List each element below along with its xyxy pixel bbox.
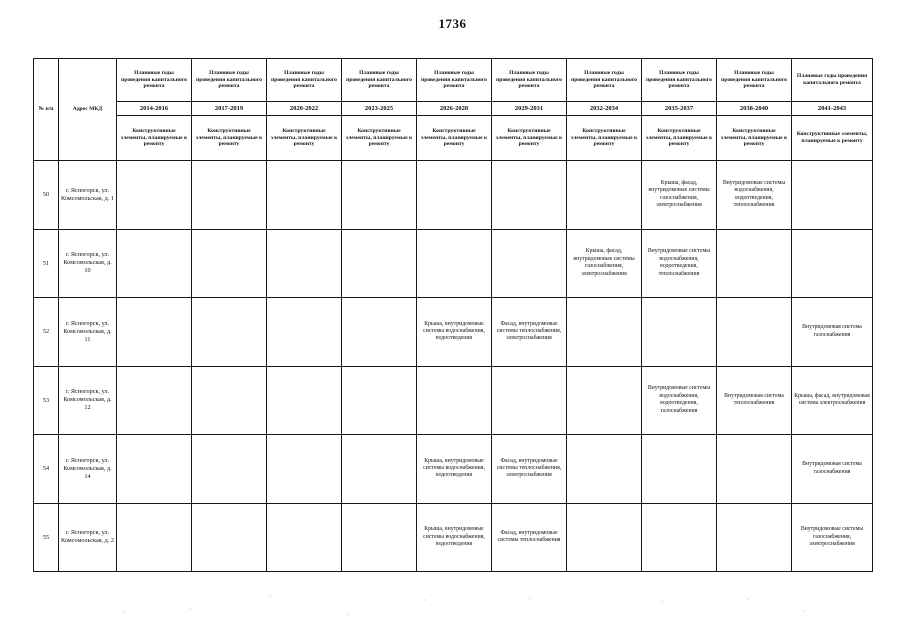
schedule-cell: Внутридомовые системы водоснабжения, водоотведения, газоснабжения bbox=[642, 366, 717, 435]
address-line: Комсомольская, д. 14 bbox=[63, 464, 112, 480]
address-line: г. Ясногорск, ул. bbox=[65, 251, 110, 259]
period-header: 2041-2043 bbox=[792, 102, 873, 116]
header-row-periods bbox=[34, 102, 873, 116]
schedule-cell bbox=[342, 366, 417, 435]
schedule-cell bbox=[567, 366, 642, 435]
schedule-cell bbox=[117, 229, 192, 298]
header-row-elements bbox=[34, 116, 873, 161]
planned-years-header: Плановые годы проведения капитального ремонта bbox=[117, 59, 192, 102]
row-address bbox=[59, 298, 117, 367]
schedule-cell bbox=[117, 435, 192, 504]
schedule-cell bbox=[642, 298, 717, 367]
schedule-cell: Крыша, внутридомовые системы водоснабжения, водоотведения bbox=[417, 435, 492, 504]
schedule-cell bbox=[717, 298, 792, 367]
schedule-cell bbox=[267, 366, 342, 435]
page-number: 1736 bbox=[438, 16, 467, 31]
schedule-cell bbox=[267, 229, 342, 298]
schedule-cell bbox=[192, 161, 267, 230]
planned-years-header: Плановые годы проведения капитального ремонта bbox=[192, 59, 267, 102]
schedule-cell bbox=[417, 229, 492, 298]
schedule-cell: Крыша, внутридомовые системы водоснабжения, водоотведения bbox=[417, 503, 492, 572]
schedule-cell bbox=[267, 435, 342, 504]
schedule-cell: Внутридомовая система газоснабжения bbox=[792, 298, 873, 367]
row-number: 55 bbox=[34, 503, 59, 572]
address-line: Комсомольская, д. 10 bbox=[63, 259, 112, 275]
planned-years-header: Плановые годы проведения капитального ремонта bbox=[567, 59, 642, 102]
schedule-cell bbox=[192, 503, 267, 572]
schedule-cell bbox=[117, 161, 192, 230]
schedule-cell bbox=[492, 229, 567, 298]
schedule-cell bbox=[417, 161, 492, 230]
schedule-cell bbox=[567, 435, 642, 504]
scan-noise bbox=[60, 588, 840, 618]
schedule-cell bbox=[342, 229, 417, 298]
address-line: г. Ясногорск, ул. bbox=[65, 529, 110, 537]
schedule-cell: Крыша, фасад, внутридомовые системы газоснабжения, электроснабжения bbox=[642, 161, 717, 230]
schedule-cell bbox=[342, 435, 417, 504]
planned-years-header: Плановые годы проведения капитального ремонта bbox=[492, 59, 567, 102]
period-header: 2023-2025 bbox=[342, 102, 417, 116]
schedule-cell bbox=[267, 503, 342, 572]
row-address bbox=[59, 229, 117, 298]
period-header: 2026-2028 bbox=[417, 102, 492, 116]
row-address bbox=[59, 503, 117, 572]
planned-years-header: Плановые годы проведения капитального ремонта bbox=[267, 59, 342, 102]
row-address bbox=[59, 366, 117, 435]
schedule-cell bbox=[192, 366, 267, 435]
schedule-cell: Внутридомовые системы водоснабжения, водоотведения, теплоснабжения bbox=[642, 229, 717, 298]
elements-header: Конструктивные элементы, планируемые к ремонту bbox=[117, 116, 192, 161]
row-number: 53 bbox=[34, 366, 59, 435]
schedule-cell bbox=[792, 229, 873, 298]
schedule-cell bbox=[192, 229, 267, 298]
table-row bbox=[34, 366, 873, 435]
planned-years-header: Плановые годы проведения капитального ремонта bbox=[342, 59, 417, 102]
elements-header: Конструктивные элементы, планируемые к ремонту bbox=[792, 116, 873, 161]
schedule-cell: Крыша, внутридомовые системы водоснабжения, водоотведения bbox=[417, 298, 492, 367]
row-number: 52 bbox=[34, 298, 59, 367]
schedule-cell bbox=[267, 298, 342, 367]
schedule-cell bbox=[342, 161, 417, 230]
schedule-cell: Фасад, внутридомовые системы теплоснабжения, электроснабжения bbox=[492, 435, 567, 504]
elements-header: Конструктивные элементы, планируемые к ремонту bbox=[267, 116, 342, 161]
schedule-cell bbox=[192, 298, 267, 367]
period-header: 2032-2034 bbox=[567, 102, 642, 116]
schedule-cell: Внутридомовые системы газоснабжения, электроснабжения bbox=[792, 503, 873, 572]
schedule-cell bbox=[267, 161, 342, 230]
schedule-cell bbox=[642, 503, 717, 572]
schedule-cell bbox=[717, 229, 792, 298]
schedule-cell: Крыша, фасад, внутридомовая система электроснабжения bbox=[792, 366, 873, 435]
planned-years-header: Плановые годы проведения капитального ремонта bbox=[717, 59, 792, 102]
elements-header: Конструктивные элементы, планируемые к ремонту bbox=[642, 116, 717, 161]
address-line: Комсомольская, д. 12 bbox=[63, 396, 112, 412]
elements-header: Конструктивные элементы, планируемые к ремонту bbox=[342, 116, 417, 161]
address-line: г. Ясногорск, ул. bbox=[65, 456, 110, 464]
elements-header: Конструктивные элементы, планируемые к ремонту bbox=[567, 116, 642, 161]
address-line: г. Ясногорск, ул. bbox=[65, 388, 110, 396]
period-header: 2038-2040 bbox=[717, 102, 792, 116]
elements-header: Конструктивные элементы, планируемые к ремонту bbox=[717, 116, 792, 161]
address-line: г. Ясногорск, ул. bbox=[65, 319, 110, 327]
schedule-cell bbox=[717, 435, 792, 504]
column-header-address: Адрес МКД bbox=[59, 59, 117, 161]
elements-header: Конструктивные элементы, планируемые к ремонту bbox=[417, 116, 492, 161]
schedule-cell bbox=[417, 366, 492, 435]
schedule-cell bbox=[492, 161, 567, 230]
table-row bbox=[34, 161, 873, 230]
schedule-cell bbox=[342, 298, 417, 367]
schedule-cell bbox=[567, 161, 642, 230]
repair-schedule-table bbox=[33, 58, 873, 572]
schedule-cell: Внутридомовая система теплоснабжения bbox=[717, 366, 792, 435]
schedule-cell bbox=[117, 298, 192, 367]
address-line: Комсомольская, д. 1 bbox=[61, 194, 114, 202]
table-row bbox=[34, 298, 873, 367]
schedule-cell: Внутридомовые системы водоснабжения, водоотведения, теплоснабжения bbox=[717, 161, 792, 230]
period-header: 2035-2037 bbox=[642, 102, 717, 116]
column-header-number: № п/п bbox=[34, 59, 59, 161]
period-header: 2014-2016 bbox=[117, 102, 192, 116]
period-header: 2020-2022 bbox=[267, 102, 342, 116]
schedule-cell bbox=[717, 503, 792, 572]
schedule-cell: Фасад, внутридомовые системы теплоснабжения, электроснабжения bbox=[492, 298, 567, 367]
elements-header: Конструктивные элементы, планируемые к ремонту bbox=[192, 116, 267, 161]
table-row bbox=[34, 229, 873, 298]
schedule-cell bbox=[642, 435, 717, 504]
planned-years-header: Плановые годы проведения капитального ремонта bbox=[792, 59, 873, 102]
table-row bbox=[34, 503, 873, 572]
schedule-cell: Крыша, фасад, внутридомовые системы газоснабжения, электроснабжения bbox=[567, 229, 642, 298]
table-row bbox=[34, 435, 873, 504]
schedule-cell bbox=[342, 503, 417, 572]
period-header: 2017-2019 bbox=[192, 102, 267, 116]
schedule-cell bbox=[567, 298, 642, 367]
row-number: 51 bbox=[34, 229, 59, 298]
schedule-cell: Фасад, внутридомовые системы теплоснабжения bbox=[492, 503, 567, 572]
row-number: 50 bbox=[34, 161, 59, 230]
row-address bbox=[59, 161, 117, 230]
row-address bbox=[59, 435, 117, 504]
address-line: Комсомольская, д. 2 bbox=[61, 537, 114, 545]
schedule-cell bbox=[117, 366, 192, 435]
row-number: 54 bbox=[34, 435, 59, 504]
address-line: г. Ясногорск, ул. bbox=[65, 186, 110, 194]
header-row-planned bbox=[34, 59, 873, 102]
schedule-cell bbox=[192, 435, 267, 504]
schedule-cell: Внутридомовая система газоснабжения bbox=[792, 435, 873, 504]
schedule-cell bbox=[792, 161, 873, 230]
planned-years-header: Плановые годы проведения капитального ремонта bbox=[642, 59, 717, 102]
schedule-cell bbox=[492, 366, 567, 435]
planned-years-header: Плановые годы проведения капитального ремонта bbox=[417, 59, 492, 102]
schedule-cell bbox=[567, 503, 642, 572]
address-line: Комсомольская, д. 11 bbox=[63, 327, 112, 343]
elements-header: Конструктивные элементы, планируемые к ремонту bbox=[492, 116, 567, 161]
schedule-cell bbox=[117, 503, 192, 572]
period-header: 2029-2031 bbox=[492, 102, 567, 116]
